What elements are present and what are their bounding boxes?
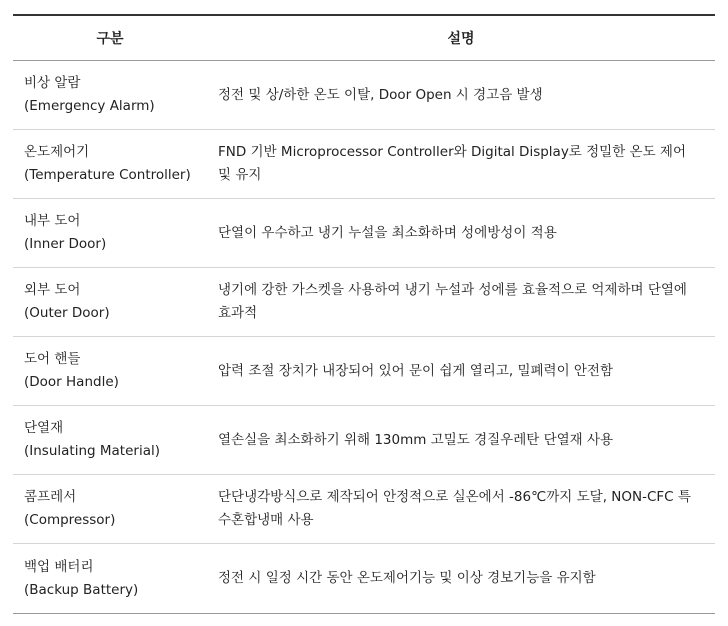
item-name-ko: 도어 핸들: [24, 351, 81, 367]
item-name-cell: [13, 475, 207, 544]
item-name-en: (Outer Door): [24, 305, 110, 321]
table-row: [13, 199, 715, 268]
header-row: [13, 15, 715, 61]
item-name-cell: [13, 268, 207, 337]
item-description: 압력 조절 장치가 내장되어 있어 문이 쉽게 열리고, 밀폐력이 안전함: [207, 337, 715, 406]
item-name-en: (Inner Door): [24, 236, 107, 252]
item-name-ko: 백업 배터리: [24, 558, 94, 575]
item-name-en: (Temperature Controller): [24, 167, 191, 183]
item-name-en: (Door Handle): [24, 374, 119, 390]
table-row: [13, 475, 715, 544]
header-description: 설명: [207, 15, 715, 61]
header-category: 구분: [13, 15, 207, 61]
item-name-en: (Emergency Alarm): [24, 98, 155, 114]
item-description: 냉기에 강한 가스켓을 사용하여 냉기 누설과 성에를 효율적으로 억제하며 단열에 효과적: [207, 268, 715, 337]
item-name-en: (Backup Battery): [24, 581, 139, 598]
item-name-ko: 단열재: [24, 420, 64, 436]
table-row: [13, 130, 715, 199]
item-name-cell: [13, 199, 207, 268]
item-name-cell: [13, 130, 207, 199]
item-name-cell: [13, 406, 207, 475]
item-description: 정전 및 상/하한 온도 이탈, Door Open 시 경고음 발생: [207, 61, 715, 130]
table-row: [13, 268, 715, 337]
item-name-cell: [13, 337, 207, 406]
table-row: [13, 61, 715, 130]
item-name-en: (Compressor): [24, 512, 116, 528]
item-name-ko: 외부 도어: [24, 282, 81, 298]
item-name-ko: 비상 알람: [24, 75, 81, 91]
spec-table: [13, 14, 715, 614]
item-description: 열손실을 최소화하기 위해 130mm 고밀도 경질우레탄 단열재 사용: [207, 406, 715, 475]
item-name-cell: [13, 544, 207, 614]
item-description: 단열이 우수하고 냉기 누설을 최소화하며 성에방성이 적용: [207, 199, 715, 268]
item-description: 단단냉각방식으로 제작되어 안정적으로 실온에서 -86℃까지 도달, NON-CFC 특수혼합냉매 사용: [207, 475, 715, 544]
item-description: 정전 시 일정 시간 동안 온도제어기능 및 이상 경보기능을 유지함: [218, 570, 596, 586]
item-name-ko: 온도제어기: [24, 144, 90, 160]
item-name-ko: 내부 도어: [24, 213, 81, 229]
table-row: [13, 337, 715, 406]
item-name-ko: 콤프레서: [24, 489, 77, 505]
table-row: [13, 544, 715, 614]
item-description: FND 기반 Microprocessor Controller와 Digital Display로 정밀한 온도 제어 및 유지: [207, 130, 715, 199]
table-row: [13, 406, 715, 475]
item-name-en: (Insulating Material): [24, 443, 160, 459]
item-name-cell: [13, 61, 207, 130]
